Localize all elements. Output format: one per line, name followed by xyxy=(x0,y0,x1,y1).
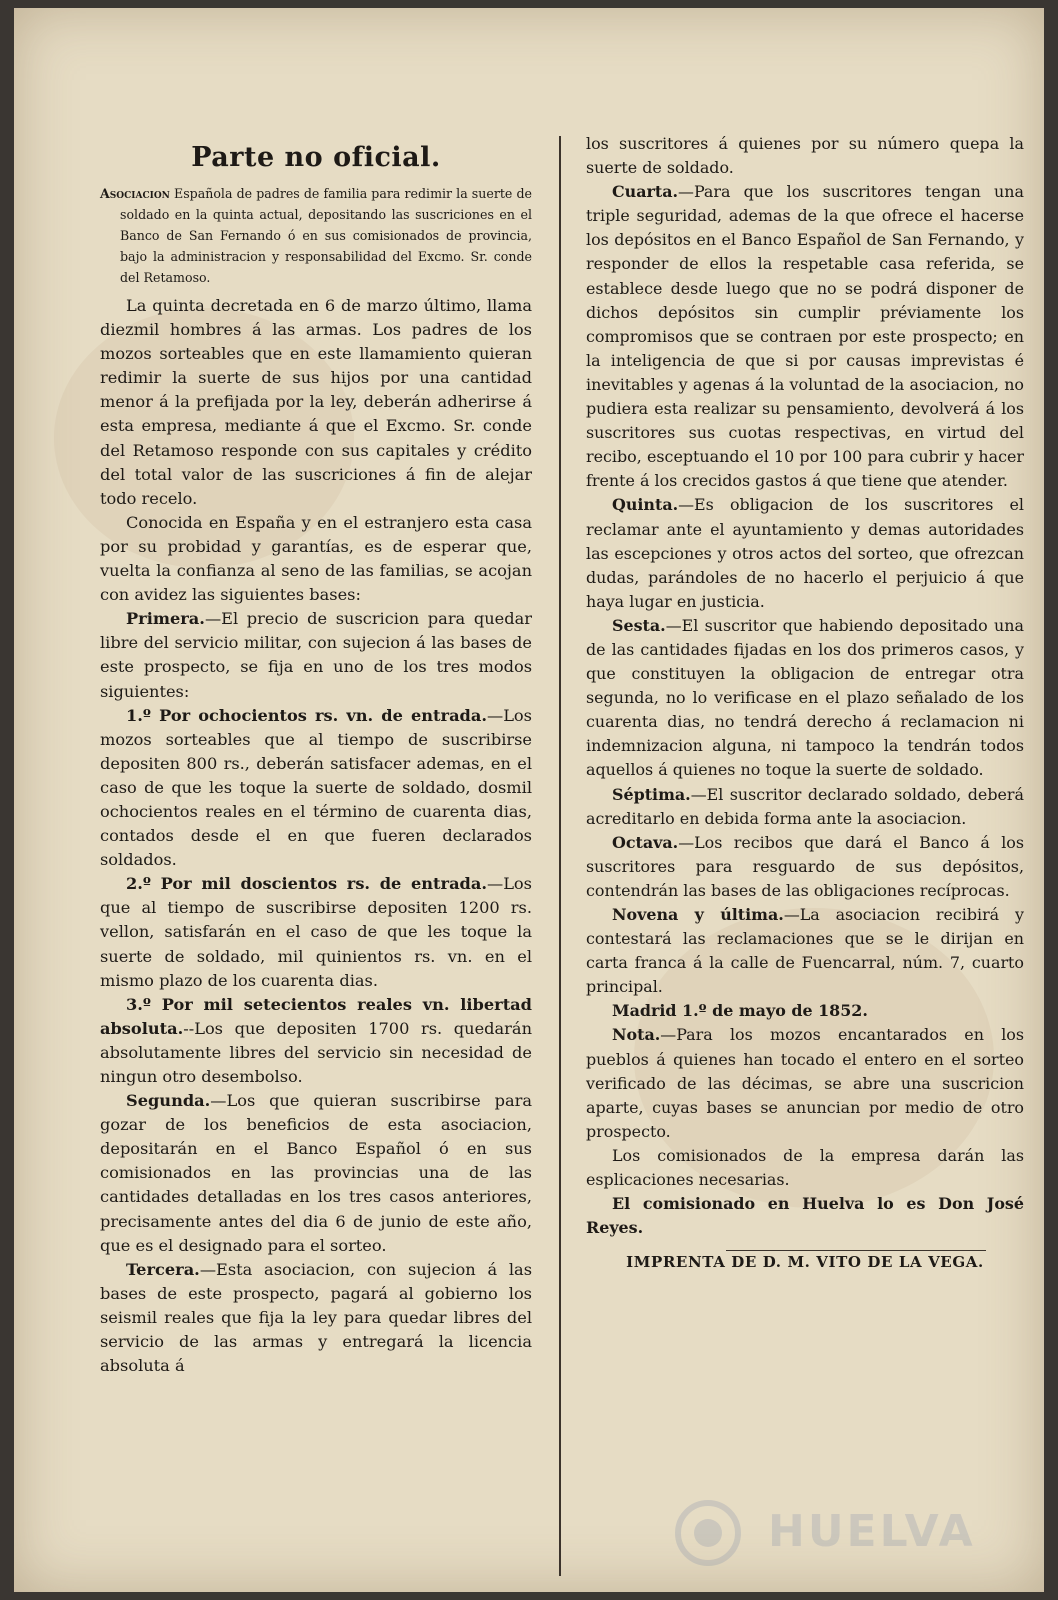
paragraph: Los comisionados de la empresa darán las esplicaciones necesarias. xyxy=(586,1145,1024,1190)
archive-watermark xyxy=(658,1498,998,1568)
column-divider xyxy=(559,136,561,1576)
paragraph: La quinta decretada en 6 de marzo último, llama diezmil hombres á las armas. Los padres de los mozos sorteables que en este llamamiento quieran redimir la suerte de sus hijos por una cantidad menor á la prefijada por la ley, deberán adherirse á esta empresa, mediante á que el Excmo. Sr. conde del Retamoso responde con sus capitales y crédito del total valor de las suscriciones á fin de alejar todo recelo. xyxy=(100,296,532,508)
watermark-text: HUELVA xyxy=(768,1506,976,1557)
imprint-rule xyxy=(726,1250,986,1251)
paragraph-option-2: 2.º Por mil doscientos rs. de entrada.—Los que al tiempo de suscribirse depositen 1200 rs. vellon, satisfarán en el caso de que les toque la suerte de soldado, mil quinientos rs. vn. en el mismo plazo de los cuarenta dias. xyxy=(100,874,532,990)
paragraph-nota: Nota.—Para los mozos encantarados en los pueblos á quienes han tocado el entero en el sorteo verificado de las décimas, se abre una suscricion aparte, cuyas bases se anuncian por medio de otro prospecto. xyxy=(586,1025,1024,1141)
summary-lead: Asociacion xyxy=(100,186,170,201)
paragraph-octava: Octava.—Los recibos que dará el Banco á los suscritores para resguardo de sus depósitos, contendrán las bases de las obligaciones recíprocas. xyxy=(586,832,1024,900)
paragraph-cuarta: Cuarta.—Para que los suscritores tengan una triple seguridad, ademas de la que ofrece el hacerse los depósitos en el Banco Español de San Fernando, y responder de ellos la respetable casa referida, se establece desde luego que no se podrá disponer de dichos depósitos sin cumplir préviamente los compromisos que se contraen por este prospecto; en la inteligencia de que si por causas imprevistas é inevitables y agenas á la voluntad de la asociacion, no pudiera esta realizar su pensamiento, devolverá á los suscritores sus cuotas respectivas, en virtud del recibo, esceptuando el 10 por 100 para cubrir y hacer frente á los crecidos gastos á que tiene que atender. xyxy=(586,182,1024,491)
paragraph-tercera: Tercera.—Esta asociacion, con sujecion á las bases de este prospecto, pagará al gobierno los seismil reales que fija la ley para quedar libres del servicio de las armas y entregará la licencia absoluta á xyxy=(100,1259,532,1376)
right-column xyxy=(586,132,1024,1271)
notice-summary xyxy=(100,183,532,288)
seal-icon xyxy=(658,1498,758,1568)
printer-imprint: IMPRENTA DE D. M. VITO DE LA VEGA. xyxy=(626,1253,984,1272)
paragraph-quinta: Quinta.—Es obligacion de los suscritores el reclamar ante el ayuntamiento y demas autoridades las escepciones y otros actos del sorteo, que ofrezcan dudas, parándoles de no hacerlo el perjuicio á que haya lugar en justicia. xyxy=(586,495,1024,611)
paragraph-septima: Séptima.—El suscritor declarado soldado, deberá acreditarlo en debida forma ante la asociacion. xyxy=(586,784,1024,828)
document-page xyxy=(14,8,1044,1592)
paragraph-novena: Novena y última.—La asociacion recibirá y contestará las reclamaciones que se le dirijan en carta franca á la calle de Fuencarral, núm. 7, cuarto principal. xyxy=(586,905,1024,997)
paragraph-segunda: Segunda.—Los que quieran suscribirse para gozar de los beneficios de esta asociacion, depositarán en el Banco Español ó en sus comisionados en las provincias una de las cantidades detalladas en los tres casos anteriores, precisamente antes del dia 6 de junio de este año, que es el designado para el sorteo. xyxy=(100,1091,532,1255)
section-title: Parte no oficial. xyxy=(191,142,441,173)
paragraph-option-3: 3.º Por mil setecientos reales vn. libertad absoluta.--Los que depositen 1700 rs. quedarán absolutamente libres del servicio sin necesidad de ningun otro desembolso. xyxy=(100,994,532,1086)
dateline: Madrid 1.º de mayo de 1852. xyxy=(612,1001,868,1021)
paragraph: los suscritores á quienes por su número quepa la suerte de soldado. xyxy=(586,134,1024,178)
paragraph-primera: Primera.—El precio de suscricion para quedar libre del servicio militar, con sujecion á las bases de este prospecto, se fija en uno de los tres modos siguientes: xyxy=(100,609,532,701)
paragraph-comisionado: El comisionado en Huelva lo es Don José Reyes. xyxy=(586,1194,1024,1238)
left-column xyxy=(100,128,532,1378)
paragraph: Conocida en España y en el estranjero esta casa por su probidad y garantías, es de esperar que, vuelta la confianza al seno de las familias, se acojan con avidez las siguientes bases: xyxy=(100,512,532,605)
summary-text: Española de padres de familia para redimir la suerte de soldado en la quinta actual, depositando las suscriciones en el Banco de San Fernando ó en sus comisionados de provincia, bajo la administracion y responsabilidad del Excmo. Sr. conde del Retamoso. xyxy=(120,186,532,285)
paragraph-option-1: 1.º Por ochocientos rs. vn. de entrada.—Los mozos sorteables que al tiempo de suscribirse depositen 800 rs., deberán satisfacer ademas, en el caso de que les toque la suerte de soldado, dosmil ochocientos reales en el término de cuarenta dias, contados desde el en que fueren declarados soldados. xyxy=(100,705,532,870)
paragraph-sesta: Sesta.—El suscritor que habiendo depositado una de las cantidades fijadas en los dos primeros casos, y que constituyen la obligacion de entregar otra segunda, no lo verificase en el plazo señalado de los cuarenta dias, no tendrá derecho á reclamacion ni indemnizacion alguna, ni tampoco la tendrán todos aquellos á quienes no toque la suerte de soldado. xyxy=(586,615,1024,780)
